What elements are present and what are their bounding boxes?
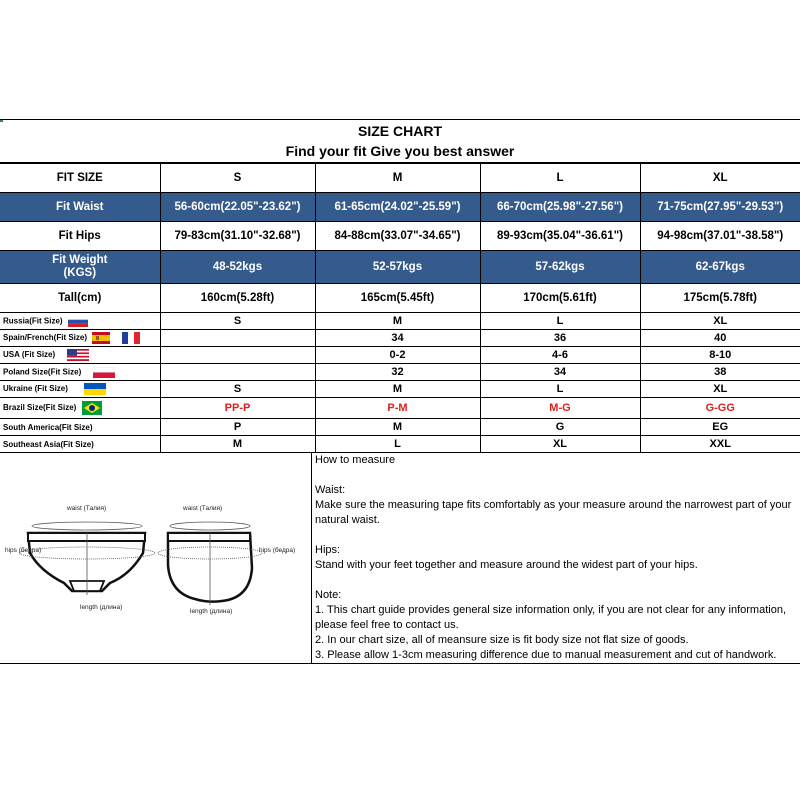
weight-label-line1: Fit Weight [52,254,108,266]
usa-label-text: USA (Fit Size) [3,350,56,360]
spain-row [0,330,800,347]
measure-section [0,452,800,664]
brazil-l: M-G [480,398,640,419]
poland-flag-icon [93,367,115,378]
waist-m: 61-65cm(24.02"-25.59") [315,193,480,222]
panties-illustration [0,453,311,663]
spain-flag-icon [92,332,110,344]
weight-row [0,251,800,284]
note-2: 2. In our chart size, all of meansure size is fit body size not flat size of goods. [315,634,689,646]
seasia-s: M [160,436,315,453]
southamerica-l: G [480,419,640,436]
chart-subtitle: Find your fit Give you best answer [285,143,515,159]
weight-xl: 62-67kgs [640,251,800,284]
brazil-flag-icon [82,401,102,415]
brazil-row [0,398,800,419]
poland-label-text: Poland Size(Fit Size) [3,367,82,377]
size-col-xl: XL [640,164,800,193]
brazil-label-text: Brazil Size(Fit Size) [3,403,77,413]
spain-label [0,330,160,347]
waist-xl: 71-75cm(27.95"-29.53") [640,193,800,222]
spain-label-text: Spain/French(Fit Size) [3,333,88,343]
size-table [0,163,800,453]
usa-l: 4-6 [480,347,640,364]
hips-text: Stand with your feet together and measure around the widest part of your hips. [315,559,698,571]
tall-l: 170cm(5.61ft) [480,284,640,313]
russia-label [0,313,160,330]
weight-label-line2: (KGS) [63,267,97,279]
hips-m: 84-88cm(33.07"-34.65") [315,222,480,251]
seasia-xl: XXL [640,436,800,453]
front-panty-drawing [28,533,145,591]
tall-label: Tall(cm) [0,284,160,313]
title-block [0,119,800,163]
ukraine-flag-icon [84,383,106,395]
size-col-l: L [480,164,640,193]
ukraine-row [0,381,800,398]
russia-flag-icon [68,316,88,327]
brazil-s: PP-P [160,398,315,419]
notes-heading: How to measure [315,454,396,466]
usa-label [0,347,160,364]
spain-xl: 40 [640,330,800,347]
southamerica-m: M [315,419,480,436]
brazil-xl: G-GG [640,398,800,419]
southamerica-s: P [160,419,315,436]
spain-m: 34 [315,330,480,347]
brazil-label [0,398,160,419]
waist-text-2: natural waist. [315,514,380,526]
waist-title: Waist: [315,484,346,496]
hips-row [0,222,800,251]
southamerica-xl: EG [640,419,800,436]
poland-m: 32 [315,364,480,381]
size-chart-sheet [0,119,800,453]
tall-s: 160cm(5.28ft) [160,284,315,313]
note-title: Note: [315,589,342,601]
back-waist-label: waist (Талия) [183,505,223,512]
waist-s: 56-60cm(22.05"-23.62") [160,193,315,222]
note-3: 3. Please allow 1-3cm measuring difference due to manual measurement and cut of handwork. [315,649,777,661]
header-label: FIT SIZE [0,164,160,193]
waist-text-1: Make sure the measuring tape fits comfortably as your measure around the narrowest part of your [315,499,792,511]
spain-s [160,330,315,347]
waist-row [0,193,800,222]
ukraine-m: M [315,381,480,398]
size-col-m: M [315,164,480,193]
ukraine-s: S [160,381,315,398]
poland-xl: 38 [640,364,800,381]
russia-s: S [160,313,315,330]
measure-notes [315,453,800,663]
russia-row [0,313,800,330]
hips-xl: 94-98cm(37.01"-38.58") [640,222,800,251]
waist-l: 66-70cm(25.98"-27.56") [480,193,640,222]
tall-m: 165cm(5.45ft) [315,284,480,313]
front-hips-label: hips (бедра) [5,547,42,554]
note-1a: 1. This chart guide provides general size information only, if you are not clear for any information, [315,604,787,616]
ukraine-xl: XL [640,381,800,398]
back-hips-label: hips (бедра) [259,547,296,554]
poland-l: 34 [480,364,640,381]
measure-diagram [0,453,312,663]
ukraine-label-text: Ukraine (Fit Size) [3,384,68,394]
russia-m: M [315,313,480,330]
poland-row [0,364,800,381]
weight-l: 57-62kgs [480,251,640,284]
hips-l: 89-93cm(35.04"-36.61") [480,222,640,251]
russia-l: L [480,313,640,330]
ukraine-label [0,381,160,398]
hips-s: 79-83cm(31.10"-32.68") [160,222,315,251]
waist-label: Fit Waist [0,193,160,222]
note-1b: please feel free to contact us. [315,619,459,631]
seasia-label: Southeast Asia(Fit Size) [0,436,160,453]
front-length-label: length (длина) [80,604,123,611]
southamerica-label: South America(Fit Size) [0,419,160,436]
usa-xl: 8-10 [640,347,800,364]
hips-label: Fit Hips [0,222,160,251]
southamerica-row [0,419,800,436]
seasia-m: L [315,436,480,453]
weight-label [0,251,160,284]
tall-row [0,284,800,313]
usa-row [0,347,800,364]
russia-xl: XL [640,313,800,330]
ukraine-l: L [480,381,640,398]
spain-l: 36 [480,330,640,347]
size-col-s: S [160,164,315,193]
usa-s [160,347,315,364]
russia-label-text: Russia(Fit Size) [3,316,63,326]
header-row [0,164,800,193]
weight-m: 52-57kgs [315,251,480,284]
usa-m: 0-2 [315,347,480,364]
poland-label [0,364,160,381]
usa-flag-icon [67,349,89,361]
seasia-row [0,436,800,453]
france-flag-icon [122,332,140,344]
front-waist-label: waist (Талия) [67,505,107,512]
poland-s [160,364,315,381]
weight-s: 48-52kgs [160,251,315,284]
seasia-l: XL [480,436,640,453]
brazil-m: P-M [315,398,480,419]
tall-xl: 175cm(5.78ft) [640,284,800,313]
back-length-label: length (длина) [190,608,233,615]
chart-title: SIZE CHART [358,123,442,139]
hips-title: Hips: [315,544,341,556]
